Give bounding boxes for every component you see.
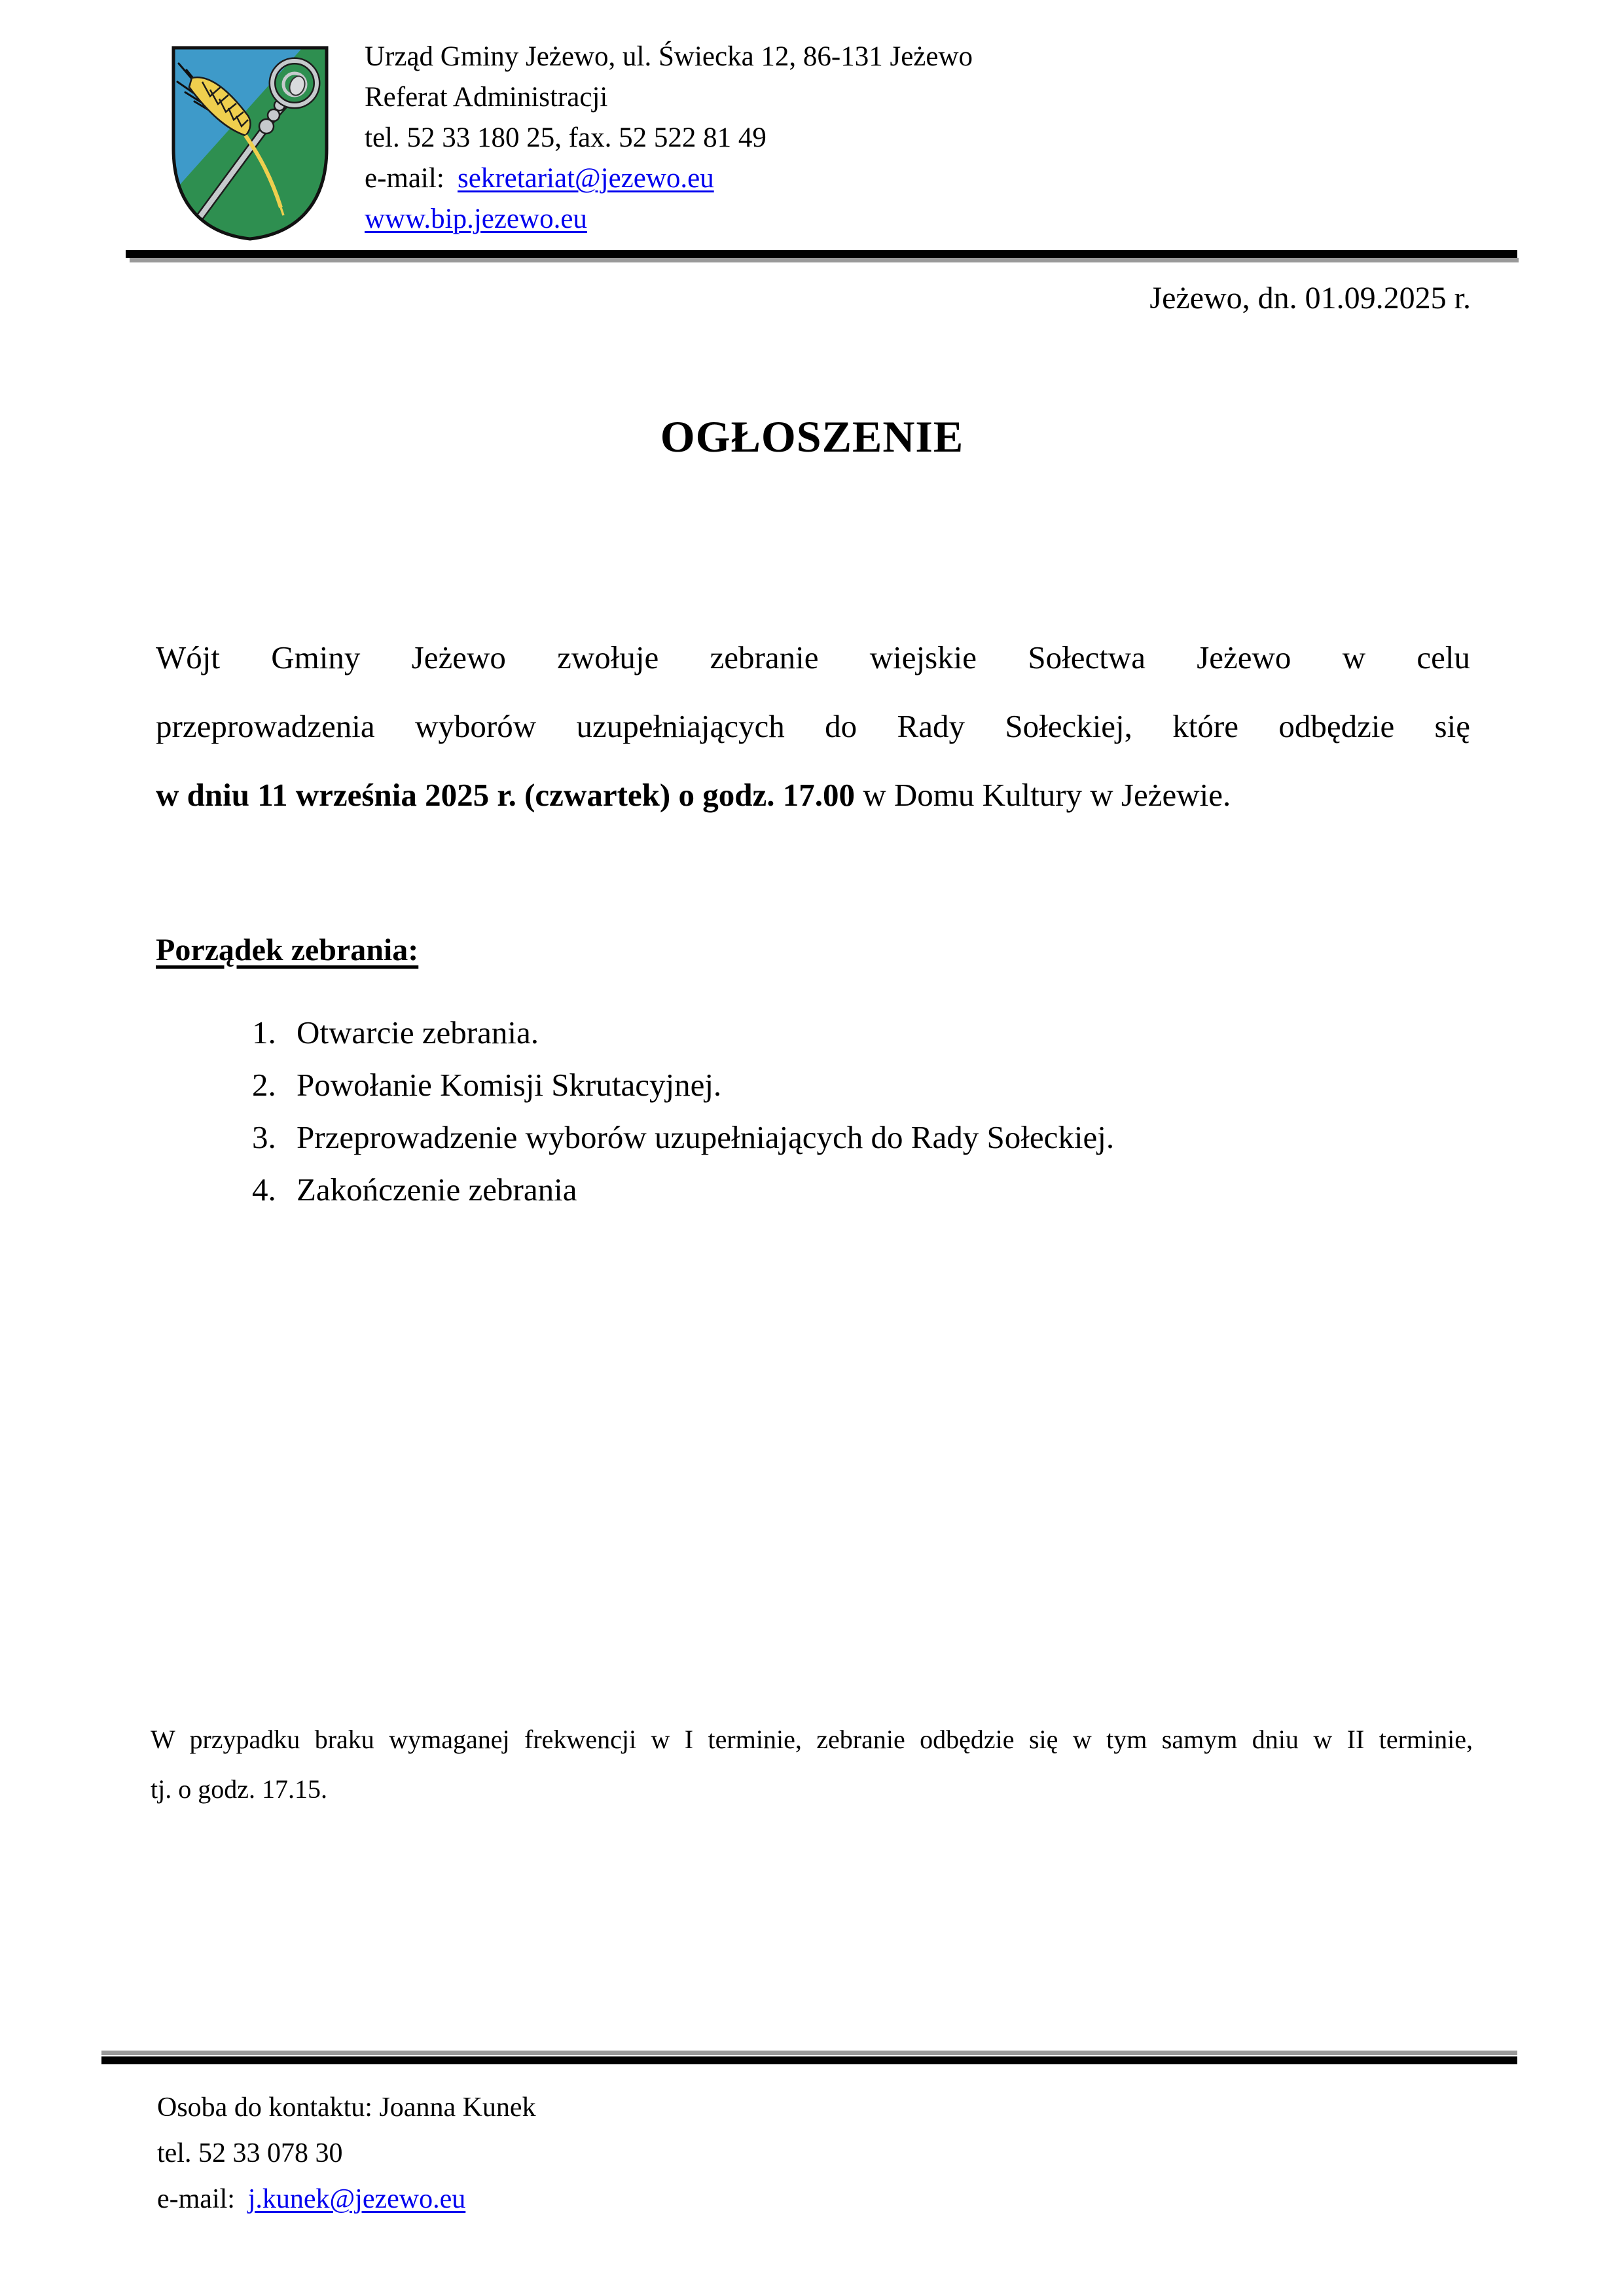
header-divider-rule — [126, 250, 1517, 258]
agenda-heading: Porządek zebrania: — [156, 933, 419, 967]
announcement-line3-tail: w Domu Kultury w Jeżewie. — [854, 777, 1231, 813]
agenda-item — [252, 1111, 1114, 1164]
header-address-line3: tel. 52 33 180 25, fax. 52 522 81 49 — [365, 122, 767, 153]
header-address-block — [365, 37, 973, 240]
header-divider-rule-shadow — [130, 258, 1519, 262]
footer-email-link[interactable]: j.kunek@jezewo.eu — [247, 2184, 466, 2214]
header-website-row — [365, 199, 973, 240]
footer-divider-rule — [101, 2056, 1517, 2064]
agenda-item-text: Przeprowadzenie wyborów uzupełniających do Rady Sołeckiej. — [297, 1119, 1115, 1155]
footer-email-label: e-mail: — [157, 2184, 235, 2214]
agenda-item — [252, 1059, 1114, 1111]
header-email-label: e-mail: — [365, 163, 444, 194]
agenda-item — [252, 1164, 1114, 1216]
header-email-link[interactable]: sekretariat@jezewo.eu — [457, 163, 714, 194]
footer-email-row — [157, 2176, 536, 2222]
announcement-line1: Wójt Gminy Jeżewo zwołuje zebranie wiejskie Sołectwa Jeżewo w celu — [156, 639, 1470, 675]
agenda-item-text: Zakończenie zebrania — [297, 1172, 577, 1208]
header-address-line2: Referat Administracji — [365, 82, 608, 113]
header-address-line1: Urząd Gminy Jeżewo, ul. Świecka 12, 86-131 Jeżewo — [365, 41, 973, 72]
agenda-item-number: 3. — [252, 1119, 276, 1155]
footer-phone: tel. 52 33 078 30 — [157, 2138, 343, 2168]
coat-of-arms-icon — [168, 44, 332, 242]
header-email-row — [365, 158, 973, 199]
second-term-note — [151, 1715, 1473, 1814]
footer-contact-person: Osoba do kontaktu: Joanna Kunek — [157, 2092, 536, 2123]
announcement-line2: przeprowadzenia wyborów uzupełniających do Rady Sołeckiej, które odbędzie się — [156, 708, 1470, 744]
agenda-item-text: Powołanie Komisji Skrutacyjnej. — [297, 1067, 722, 1103]
agenda-item — [252, 1007, 1114, 1059]
header-website-link[interactable]: www.bip.jezewo.eu — [365, 204, 587, 234]
page-title: OGŁOSZENIE — [660, 412, 964, 461]
agenda-item-number: 2. — [252, 1067, 276, 1103]
agenda-item-text: Otwarcie zebrania. — [297, 1014, 539, 1050]
announcement-line3 — [156, 761, 1470, 829]
footer-divider-rule-shadow — [101, 2051, 1517, 2055]
agenda-item-number: 4. — [252, 1172, 276, 1208]
agenda-item-number: 1. — [252, 1014, 276, 1050]
dateline: Jeżewo, dn. 01.09.2025 r. — [1149, 281, 1471, 315]
footer-contact-block — [157, 2085, 536, 2222]
announcement-date-bold: w dniu 11 września 2025 r. (czwartek) o godz. 17.00 — [156, 777, 855, 813]
gmina-jezewo-crest-logo — [168, 44, 332, 242]
second-term-note-line2: tj. o godz. 17.15. — [151, 1774, 327, 1804]
announcement-paragraph — [156, 623, 1470, 829]
second-term-note-line1: W przypadku braku wymaganej frekwencji w I terminie, zebranie odbędzie się w tym samym dniu w II terminie, — [151, 1725, 1473, 1754]
agenda-list — [252, 1007, 1114, 1216]
